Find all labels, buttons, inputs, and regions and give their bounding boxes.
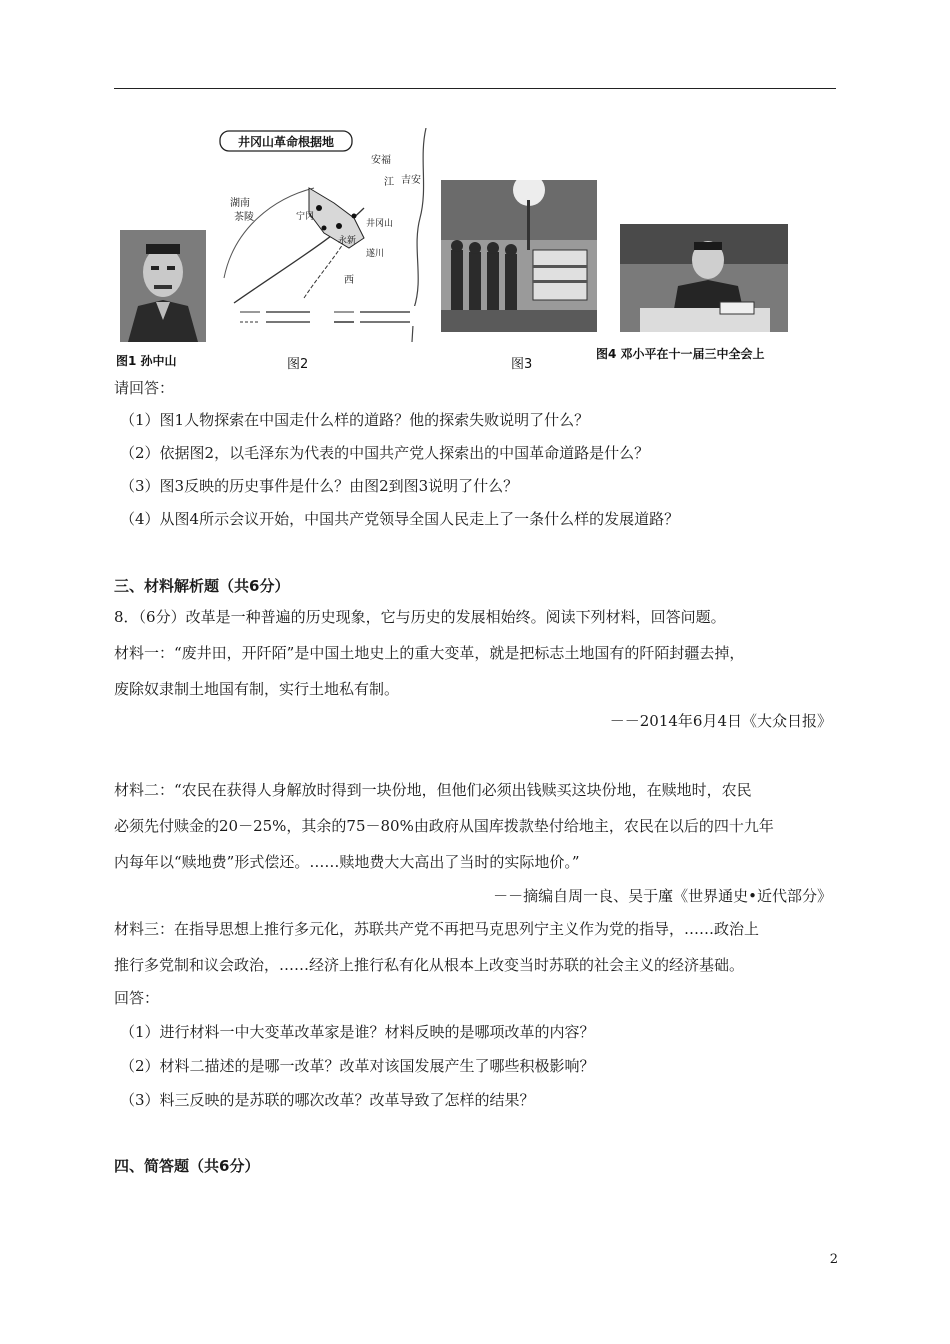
- map-label: 江: [384, 177, 394, 188]
- q8-intro: 8．（6分）改革是一种普遍的历史现象，它与历史的发展相始终。阅读下列材料，回答问题。: [114, 608, 726, 626]
- material2-source: －－摘编自周一良、吴于廑《世界通史•近代部分》: [493, 887, 832, 905]
- header-rule: [114, 88, 836, 89]
- map-label: 茶陵: [234, 212, 254, 223]
- fig1-portrait-image: [120, 230, 206, 342]
- material2-line2: 必须先付赎金的20－25%，其余的75－80%由政府从国库拨款垫付给地主，农民在以后的四十九年: [114, 817, 774, 835]
- material3-line1: 材料三：在指导思想上推行多元化，苏联共产党不再把马克思列宁主义作为党的指导，……政治上: [114, 920, 760, 938]
- map-label: 遂川: [366, 249, 385, 259]
- material2-line3: 内每年以“赎地费”形式偿还。……赎地费大大高出了当时的实际地价。”: [114, 853, 580, 871]
- q7-item-4: （4）从图4所示会议开始，中国共产党领导全国人民走上了一条什么样的发展道路？: [120, 510, 680, 528]
- map-label: 永新: [338, 236, 357, 246]
- q8-answer-prompt: 回答：: [114, 989, 160, 1007]
- section4-heading: 四、简答题（共6分）: [114, 1157, 260, 1175]
- map-label: 吉安: [401, 175, 421, 186]
- q8-item-2: （2）材料二描述的是哪一改革？改革对该国发展产生了哪些积极影响？: [120, 1057, 595, 1075]
- fig3-caption: 图3: [511, 357, 533, 372]
- fig2-map-title: 井冈山革命根据地: [237, 135, 335, 149]
- q8-item-1: （1）进行材料一中大变革改革家是谁？材料反映的是哪项改革的内容？: [120, 1023, 595, 1041]
- material1-line2: 废除奴隶制土地国有制，实行土地私有制。: [114, 680, 400, 698]
- material2-line1: 材料二：“农民在获得人身解放时得到一块份地，但他们必须出钱赎买这块份地，在赎地时，农民: [114, 781, 752, 799]
- q7-item-1: （1）图1人物探索在中国走什么样的道路？他的探索失败说明了什么？: [120, 411, 590, 429]
- map-label: 宁冈: [296, 212, 315, 222]
- map-label: 湖南: [230, 198, 250, 209]
- section3-heading: 三、材料解析题（共6分）: [114, 577, 290, 595]
- fig4-caption: 图4 邓小平在十一届三中全会上: [596, 347, 765, 361]
- fig1-caption: 图1 孙中山: [116, 354, 177, 368]
- map-label: 安福: [371, 155, 391, 166]
- fig2-map-image: [214, 128, 436, 342]
- fig2-caption: 图2: [287, 357, 309, 372]
- q8-item-3: （3）料三反映的是苏联的哪次改革？改革导致了怎样的结果？: [120, 1091, 535, 1109]
- map-label: 西: [344, 275, 354, 286]
- material3-line2: 推行多党制和议会政治，……经济上推行私有化从根本上改变当时苏联的社会主义的经济基础。: [114, 956, 745, 974]
- fig4-photo-image: [620, 224, 788, 332]
- material1-line1: 材料一：“废井田，开阡陌”是中国土地史上的重大变革，就是把标志土地国有的阡陌封疆去掉，: [114, 644, 745, 662]
- fig3-photo-image: [441, 180, 597, 332]
- q7-prompt: 请回答：: [114, 379, 175, 397]
- q7-item-3: （3）图3反映的历史事件是什么？由图2到图3说明了什么？: [120, 477, 519, 495]
- q7-item-2: （2）依据图2，以毛泽东为代表的中国共产党人探索出的中国革命道路是什么？: [120, 444, 650, 462]
- material1-source: －－2014年6月4日《大众日报》: [609, 712, 832, 730]
- map-label: 井冈山: [366, 219, 394, 229]
- page-number: 2: [829, 1252, 838, 1267]
